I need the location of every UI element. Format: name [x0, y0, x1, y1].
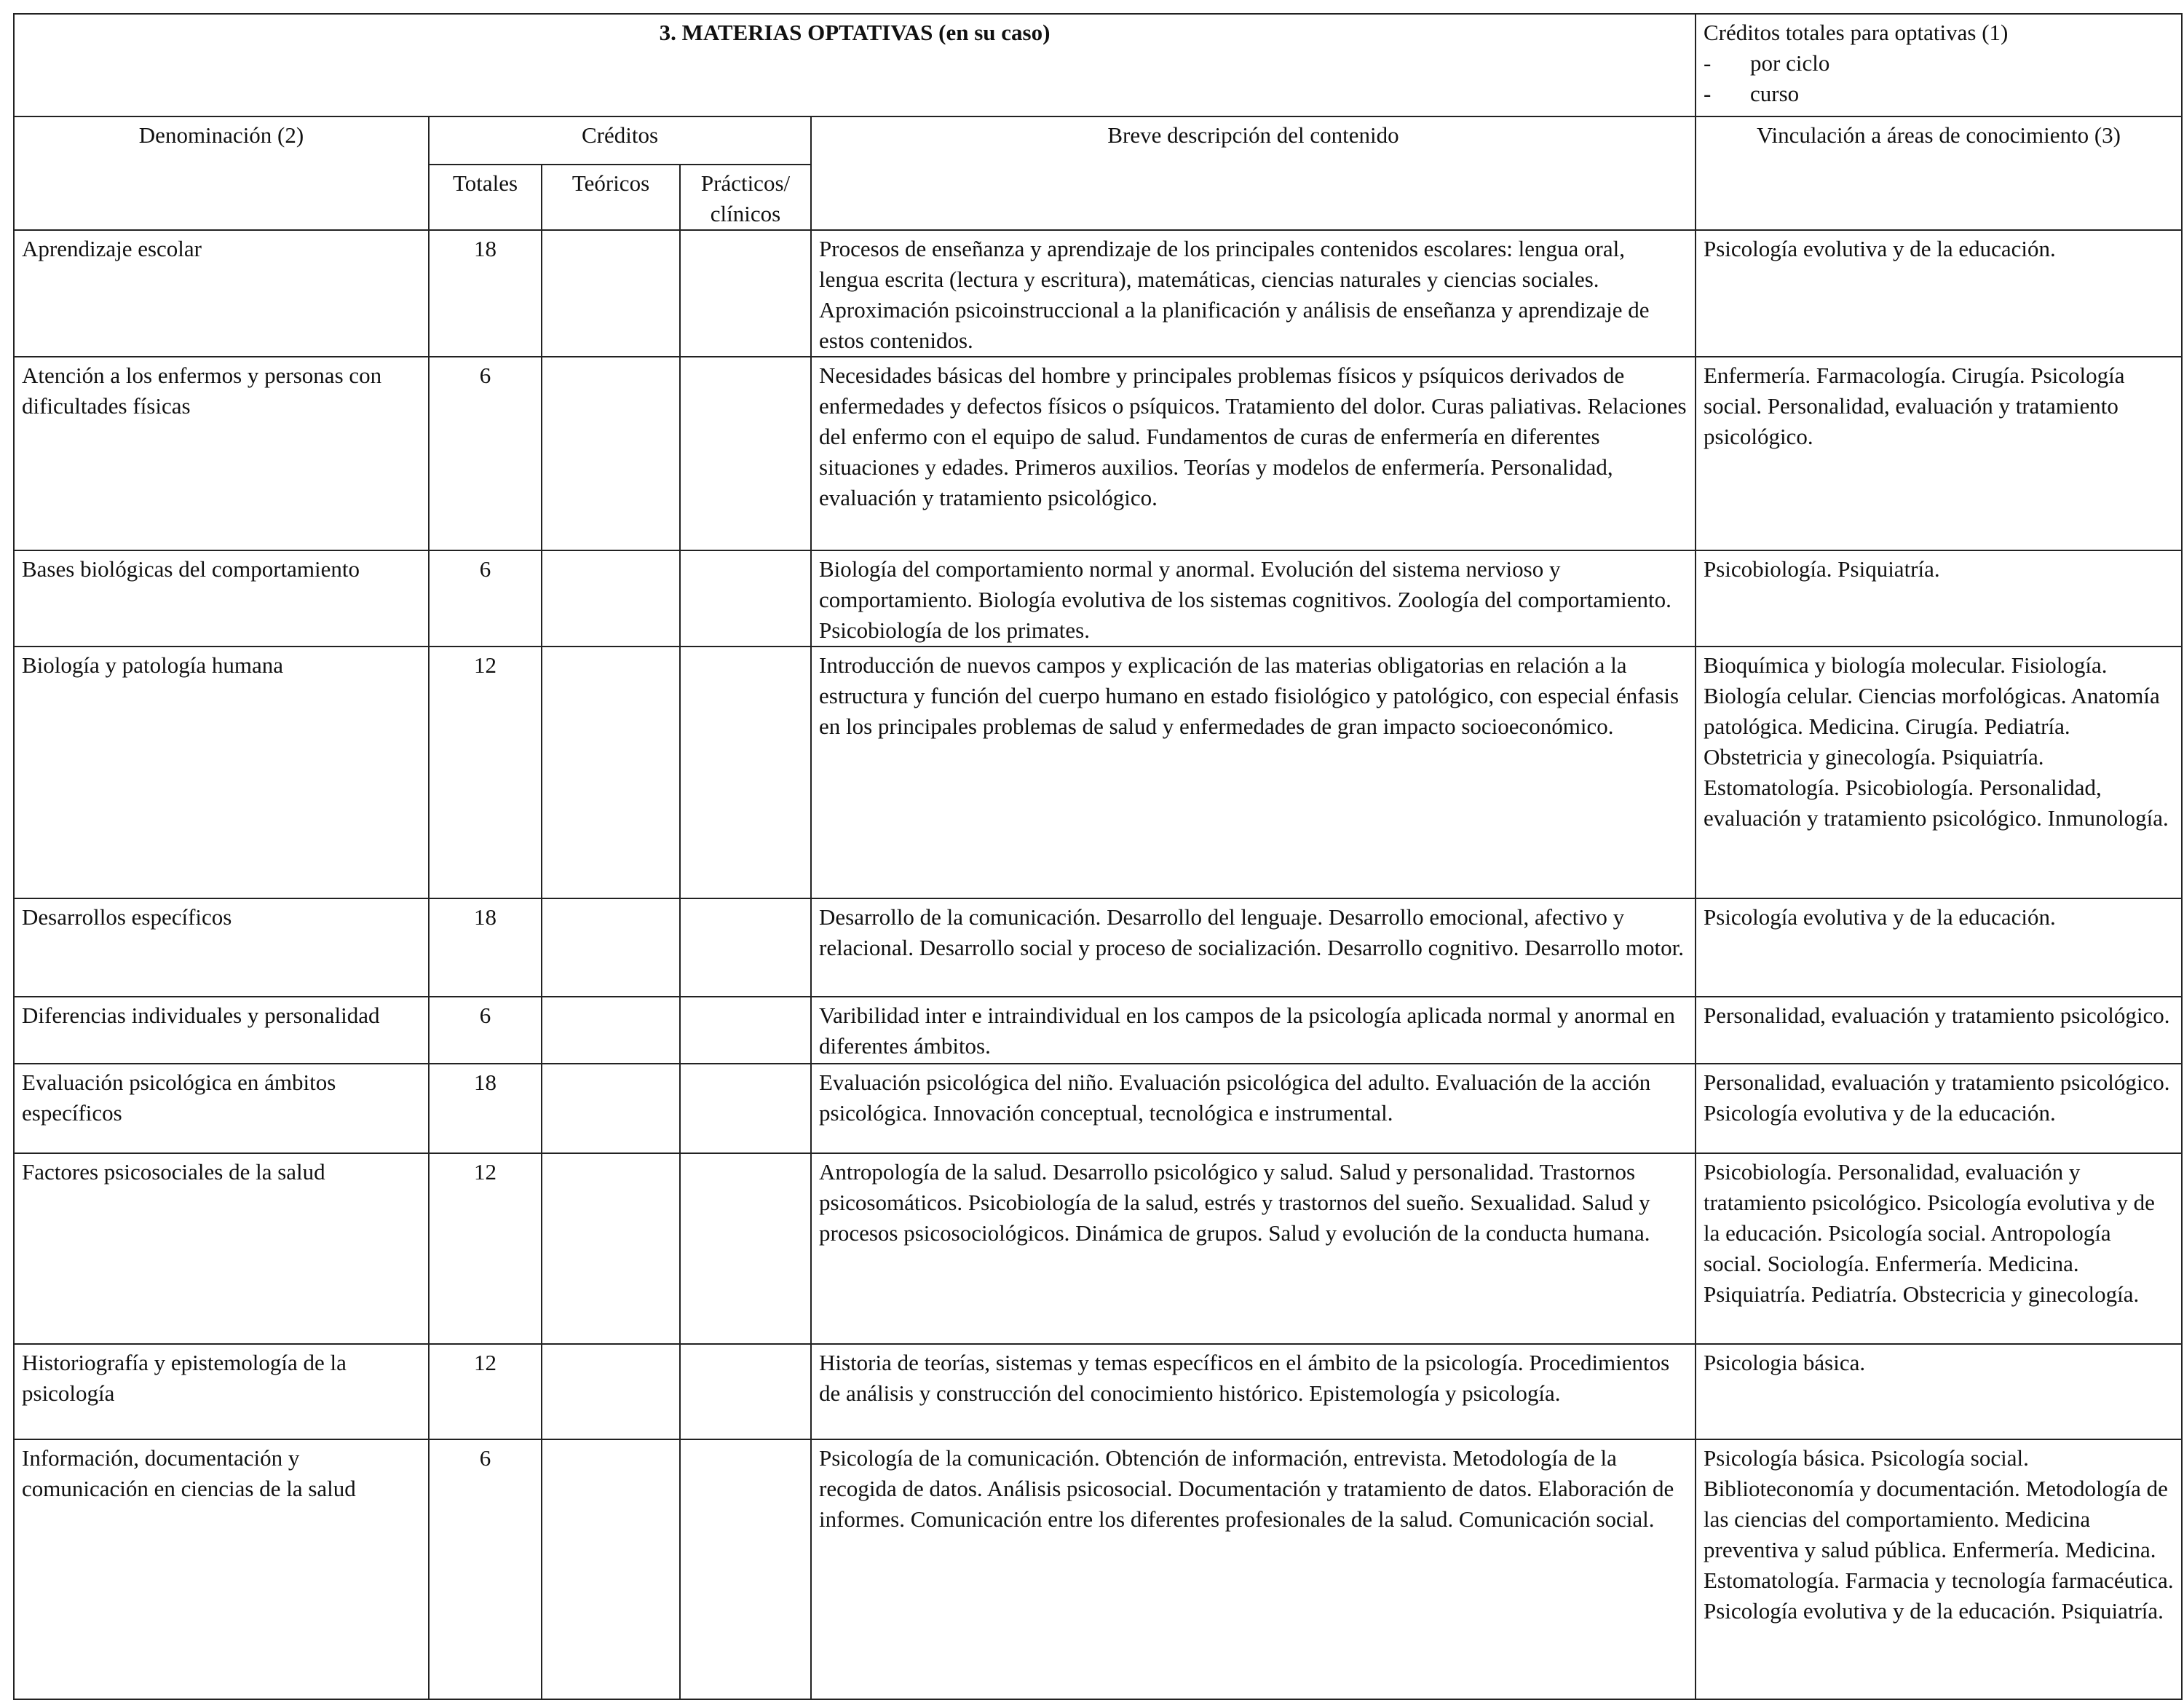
header-creditos: Créditos: [429, 116, 811, 165]
table-row: [14, 1064, 2182, 1153]
credits-practicos: [680, 230, 811, 357]
knowledge-areas: Psicología evolutiva y de la educación.: [1696, 898, 2182, 997]
subject-name: Bases biológicas del comportamiento: [14, 550, 429, 647]
subject-description: Varibilidad inter e intraindividual en los campos de la psicología aplicada normal y anormal en diferentes ámbitos.: [811, 997, 1696, 1064]
credits-note-line-ciclo: - por ciclo: [1704, 50, 1830, 76]
subject-description: Desarrollo de la comunicación. Desarrollo del lenguaje. Desarrollo emocional, afectivo y relacional. Desarrollo social y proceso de socialización. Desarrollo cognitivo. Desarrollo motor.: [811, 898, 1696, 997]
credits-practicos: [680, 647, 811, 898]
credits-totales: 18: [429, 230, 542, 357]
subject-description: Introducción de nuevos campos y explicación de las materias obligatorias en relación a la estructura y función del cuerpo humano en estado fisiológico y patológico, con especial énfasis en los principales problemas de salud y enfermedades de gran impacto socioeconómico.: [811, 647, 1696, 898]
subject-description: Antropología de la salud. Desarrollo psicológico y salud. Salud y personalidad. Trastornos psicosomáticos. Psicobiología de la salud, estrés y trastornos del sueño. Sexualidad. Salud y procesos psicosociológicos. Dinámica de grupos. Salud y evolución de la conducta humana.: [811, 1153, 1696, 1344]
credits-note-line-curso: - curso: [1704, 81, 1800, 106]
credits-teoricos: [542, 1344, 680, 1439]
credits-totales: 18: [429, 898, 542, 997]
credits-teoricos: [542, 898, 680, 997]
subject-description: Evaluación psicológica del niño. Evaluación psicológica del adulto. Evaluación de la acción psicológica. Innovación conceptual, tecnológica e instrumental.: [811, 1064, 1696, 1153]
credits-practicos: [680, 898, 811, 997]
knowledge-areas: Psicobiología. Personalidad, evaluación y tratamiento psicológico. Psicología evolutiva y de la educación. Psicología social. Antropología social. Sociología. Enfermería. Medicina. Psiquiatría. Pediatría. Obstecricia y ginecología.: [1696, 1153, 2182, 1344]
credits-totales: 12: [429, 1153, 542, 1344]
table-row: [14, 647, 2182, 898]
header-denominacion: Denominación (2): [14, 116, 429, 230]
subject-name: Información, documentación y comunicación en ciencias de la salud: [14, 1439, 429, 1699]
credits-teoricos: [542, 1153, 680, 1344]
subject-name: Desarrollos específicos: [14, 898, 429, 997]
knowledge-areas: Psicologia básica.: [1696, 1344, 2182, 1439]
subject-description: Biología del comportamiento normal y anormal. Evolución del sistema nervioso y comportamiento. Biología evolutiva de los sistemas cognitivos. Zoología del comportamiento. Psicobiología de los primates.: [811, 550, 1696, 647]
table-row: [14, 1439, 2182, 1699]
credits-teoricos: [542, 1064, 680, 1153]
credits-practicos: [680, 357, 811, 550]
table-row: [14, 898, 2182, 997]
section-title: 3. MATERIAS OPTATIVAS (en su caso): [14, 14, 1696, 116]
knowledge-areas: Personalidad, evaluación y tratamiento psicológico. Psicología evolutiva y de la educación.: [1696, 1064, 2182, 1153]
credits-totales: 18: [429, 1064, 542, 1153]
knowledge-areas: Bioquímica y biología molecular. Fisiología. Biología celular. Ciencias morfológicas. Anatomía patológica. Medicina. Cirugía. Pediatría. Obstetricia y ginecología. Psiquiatría. Estomatología. Psicobiología. Personalidad, evaluación y tratamiento psicológico. Inmunología.: [1696, 647, 2182, 898]
credits-totales: 12: [429, 647, 542, 898]
credits-totales: 12: [429, 1344, 542, 1439]
subject-name: Diferencias individuales y personalidad: [14, 997, 429, 1064]
subject-name: Atención a los enfermos y personas con dificultades físicas: [14, 357, 429, 550]
table-row: [14, 230, 2182, 357]
header-practicos: Prácticos/ clínicos: [680, 165, 811, 230]
credits-practicos: [680, 1344, 811, 1439]
credits-teoricos: [542, 357, 680, 550]
subject-name: Factores psicosociales de la salud: [14, 1153, 429, 1344]
header-vinculacion: Vinculación a áreas de conocimiento (3): [1696, 116, 2182, 230]
credits-teoricos: [542, 550, 680, 647]
credits-totales: 6: [429, 997, 542, 1064]
header-teoricos: Teóricos: [542, 165, 680, 230]
table-row: [14, 550, 2182, 647]
header-totales: Totales: [429, 165, 542, 230]
table-row: [14, 1344, 2182, 1439]
header-descripcion: Breve descripción del contenido: [811, 116, 1696, 230]
table-row: [14, 1153, 2182, 1344]
knowledge-areas: Psicología evolutiva y de la educación.: [1696, 230, 2182, 357]
optional-subjects-table: [13, 13, 2183, 1700]
subject-description: Psicología de la comunicación. Obtención de información, entrevista. Metodología de la recogida de datos. Análisis psicosocial. Documentación y tratamiento de datos. Elaboración de informes. Comunicación entre los diferentes profesionales de la salud. Comunicación social.: [811, 1439, 1696, 1699]
subject-description: Historia de teorías, sistemas y temas específicos en el ámbito de la psicología. Procedimientos de análisis y construcción del conocimiento histórico. Epistemología y psicología.: [811, 1344, 1696, 1439]
subject-name: Historiografía y epistemología de la psicología: [14, 1344, 429, 1439]
subject-name: Biología y patología humana: [14, 647, 429, 898]
subject-description: Necesidades básicas del hombre y principales problemas físicos y psíquicos derivados de enfermedades y defectos físicos o psíquicos. Tratamiento del dolor. Curas paliativas. Relaciones del enfermo con el equipo de salud. Fundamentos de curas de enfermería en diferentes situaciones y edades. Primeros auxilios. Teorías y modelos de enfermería. Personalidad, evaluación y tratamiento psicológico.: [811, 357, 1696, 550]
credits-totales: 6: [429, 1439, 542, 1699]
table-row: [14, 357, 2182, 550]
credits-practicos: [680, 1064, 811, 1153]
knowledge-areas: Enfermería. Farmacología. Cirugía. Psicología social. Personalidad, evaluación y tratamiento psicológico.: [1696, 357, 2182, 550]
knowledge-areas: Personalidad, evaluación y tratamiento psicológico.: [1696, 997, 2182, 1064]
subject-name: Evaluación psicológica en ámbitos específicos: [14, 1064, 429, 1153]
credits-practicos: [680, 550, 811, 647]
credits-practicos: [680, 997, 811, 1064]
credits-teoricos: [542, 230, 680, 357]
knowledge-areas: Psicología básica. Psicología social. Biblioteconomía y documentación. Metodología de las ciencias del comportamiento. Medicina preventiva y salud pública. Enfermería. Medicina. Estomatología. Farmacia y tecnología farmacéutica. Psicología evolutiva y de la educación. Psiquiatría.: [1696, 1439, 2182, 1699]
credits-practicos: [680, 1153, 811, 1344]
credits-total-note: [1696, 14, 2182, 116]
credits-teoricos: [542, 997, 680, 1064]
credits-practicos: [680, 1439, 811, 1699]
table-row: [14, 997, 2182, 1064]
subject-name: Aprendizaje escolar: [14, 230, 429, 357]
subject-description: Procesos de enseñanza y aprendizaje de los principales contenidos escolares: lengua oral, lengua escrita (lectura y escritura), matemáticas, ciencias naturales y ciencias sociales. Aproximación psicoinstruccional a la planificación y análisis de enseñanza y aprendizaje de estos contenidos.: [811, 230, 1696, 357]
knowledge-areas: Psicobiología. Psiquiatría.: [1696, 550, 2182, 647]
credits-teoricos: [542, 1439, 680, 1699]
credits-totales: 6: [429, 357, 542, 550]
credits-total-title: Créditos totales para optativas (1): [1704, 20, 2009, 45]
credits-teoricos: [542, 647, 680, 898]
credits-totales: 6: [429, 550, 542, 647]
